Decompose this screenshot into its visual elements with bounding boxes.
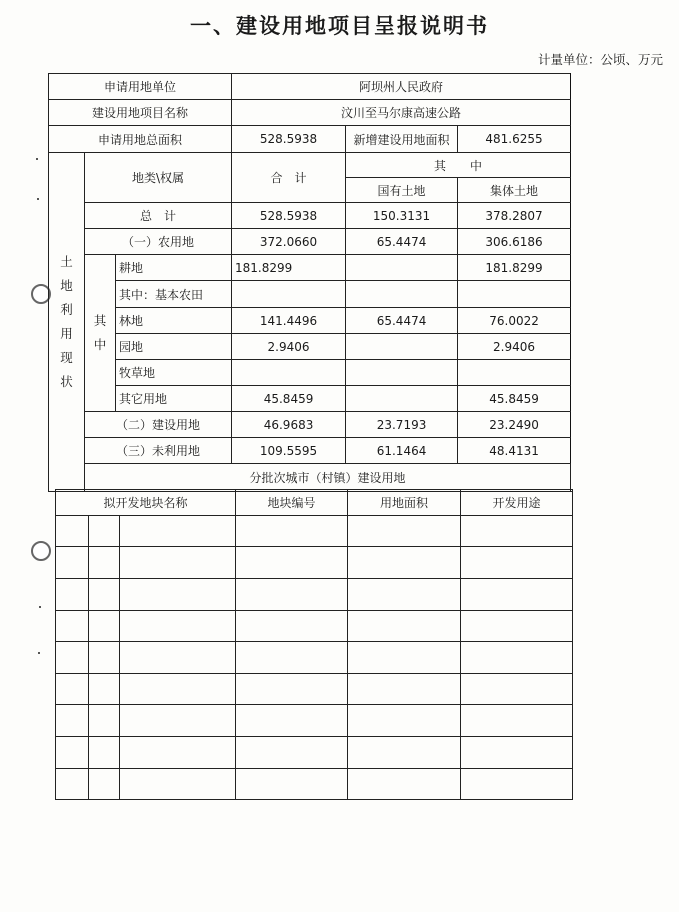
land-summary-table xyxy=(48,73,571,492)
table-row xyxy=(49,360,571,386)
empty-cell xyxy=(236,705,348,737)
row-label: 牧草地 xyxy=(116,360,232,386)
state-cell xyxy=(346,255,458,281)
empty-cell xyxy=(56,642,89,674)
row-label: 总 计 xyxy=(85,203,232,229)
empty-cell xyxy=(120,579,236,611)
row-label: 林地 xyxy=(116,308,232,334)
batch-section-title: 分批次城市（村镇）建设用地 xyxy=(85,464,571,492)
state-header: 国有土地 xyxy=(346,178,458,203)
empty-cell xyxy=(348,516,461,547)
collective-cell: 23.2490 xyxy=(458,412,571,438)
empty-cell xyxy=(89,737,120,769)
row-label: （二）建设用地 xyxy=(85,412,232,438)
collective-cell: 2.9406 xyxy=(458,334,571,360)
scan-speck xyxy=(39,606,41,608)
table-row xyxy=(56,516,573,547)
table-row xyxy=(56,611,573,642)
sub-label-text: 其中 xyxy=(93,313,107,352)
empty-cell xyxy=(89,642,120,674)
state-cell: 61.1464 xyxy=(346,438,458,464)
empty-cell xyxy=(89,769,120,800)
table-row xyxy=(49,386,571,412)
sum-cell: 528.5938 xyxy=(232,203,346,229)
state-cell xyxy=(346,360,458,386)
empty-cell xyxy=(120,642,236,674)
collective-header: 集体土地 xyxy=(458,178,571,203)
row-label: （三）未利用地 xyxy=(85,438,232,464)
sum-cell: 45.8459 xyxy=(232,386,346,412)
applicant-label: 申请用地单位 xyxy=(49,74,232,100)
col-name-header: 拟开发地块名称 xyxy=(56,490,236,516)
state-cell: 65.4474 xyxy=(346,229,458,255)
project-label: 建设用地项目名称 xyxy=(49,100,232,126)
empty-cell xyxy=(56,674,89,705)
empty-cell xyxy=(120,674,236,705)
state-cell xyxy=(346,386,458,412)
empty-cell xyxy=(120,769,236,800)
table-row xyxy=(49,100,571,126)
new-area-value: 481.6255 xyxy=(458,126,571,153)
sum-cell: 109.5595 xyxy=(232,438,346,464)
col-use-header: 开发用途 xyxy=(461,490,573,516)
sum-cell: 141.4496 xyxy=(232,308,346,334)
empty-cell xyxy=(461,516,573,547)
empty-cell xyxy=(348,642,461,674)
col-area-header: 用地面积 xyxy=(348,490,461,516)
empty-cell xyxy=(56,547,89,579)
collective-cell: 48.4131 xyxy=(458,438,571,464)
empty-cell xyxy=(56,769,89,800)
empty-cell xyxy=(56,737,89,769)
table-row xyxy=(49,464,571,492)
empty-cell xyxy=(120,516,236,547)
empty-cell xyxy=(236,516,348,547)
state-cell xyxy=(346,281,458,308)
of-which-header: 其 中 xyxy=(346,153,571,178)
total-area-label: 申请用地总面积 xyxy=(49,126,232,153)
table-row xyxy=(49,308,571,334)
total-area-value: 528.5938 xyxy=(232,126,346,153)
scan-speck xyxy=(36,158,38,160)
empty-cell xyxy=(348,611,461,642)
empty-cell xyxy=(89,516,120,547)
table-row xyxy=(49,229,571,255)
table-row xyxy=(49,74,571,100)
empty-cell xyxy=(461,769,573,800)
table-row xyxy=(49,334,571,360)
state-cell: 23.7193 xyxy=(346,412,458,438)
state-cell: 150.3131 xyxy=(346,203,458,229)
empty-cell xyxy=(120,547,236,579)
table-row xyxy=(56,769,573,800)
state-cell: 65.4474 xyxy=(346,308,458,334)
collective-cell: 76.0022 xyxy=(458,308,571,334)
state-cell xyxy=(346,334,458,360)
sum-cell: 372.0660 xyxy=(232,229,346,255)
empty-cell xyxy=(461,705,573,737)
type-header: 地类\权属 xyxy=(85,153,232,203)
collective-cell: 181.8299 xyxy=(458,255,571,281)
land-use-side-label xyxy=(49,153,85,492)
empty-cell xyxy=(89,611,120,642)
table-row xyxy=(56,674,573,705)
sum-cell xyxy=(232,360,346,386)
collective-cell: 378.2807 xyxy=(458,203,571,229)
empty-cell xyxy=(461,642,573,674)
sum-cell: 181.8299 xyxy=(232,255,346,281)
sub-label xyxy=(85,255,116,412)
empty-cell xyxy=(236,674,348,705)
empty-cell xyxy=(89,705,120,737)
sum-cell: 46.9683 xyxy=(232,412,346,438)
table-row xyxy=(49,438,571,464)
table-row xyxy=(56,737,573,769)
sum-cell xyxy=(232,281,346,308)
table-row xyxy=(56,579,573,611)
land-use-side-label-text: 土地利用现状 xyxy=(60,254,73,389)
empty-cell xyxy=(89,547,120,579)
row-label: 其中：基本农田 xyxy=(116,281,232,308)
sum-cell: 2.9406 xyxy=(232,334,346,360)
collective-cell xyxy=(458,281,571,308)
empty-cell xyxy=(236,579,348,611)
empty-cell xyxy=(89,674,120,705)
empty-cell xyxy=(120,705,236,737)
table-row xyxy=(56,547,573,579)
table-row xyxy=(56,642,573,674)
batch-land-table xyxy=(55,489,573,800)
empty-cell xyxy=(120,737,236,769)
row-label: 园地 xyxy=(116,334,232,360)
table-row xyxy=(49,203,571,229)
table-row xyxy=(49,126,571,153)
empty-cell xyxy=(236,547,348,579)
empty-cell xyxy=(236,769,348,800)
row-label: （一）农用地 xyxy=(85,229,232,255)
applicant-value: 阿坝州人民政府 xyxy=(232,74,571,100)
row-label: 其它用地 xyxy=(116,386,232,412)
table-row xyxy=(49,153,571,178)
empty-cell xyxy=(348,674,461,705)
table-row xyxy=(49,412,571,438)
empty-cell xyxy=(461,579,573,611)
empty-cell xyxy=(348,579,461,611)
empty-cell xyxy=(120,611,236,642)
empty-cell xyxy=(461,737,573,769)
scan-speck xyxy=(38,652,40,654)
empty-cell xyxy=(348,769,461,800)
collective-cell: 306.6186 xyxy=(458,229,571,255)
table-row xyxy=(56,705,573,737)
empty-cell xyxy=(56,516,89,547)
empty-cell xyxy=(236,611,348,642)
new-area-label: 新增建设用地面积 xyxy=(346,126,458,153)
sum-header: 合 计 xyxy=(232,153,346,203)
empty-cell xyxy=(348,737,461,769)
empty-cell xyxy=(89,579,120,611)
unit-note: 计量单位：公顷、万元 xyxy=(537,52,663,67)
empty-cell xyxy=(56,611,89,642)
empty-cell xyxy=(236,737,348,769)
empty-cell xyxy=(348,547,461,579)
empty-cell xyxy=(56,705,89,737)
table-row xyxy=(49,255,571,281)
document-title: 一、建设用地项目呈报说明书 xyxy=(190,14,489,38)
collective-cell xyxy=(458,360,571,386)
empty-cell xyxy=(461,611,573,642)
collective-cell: 45.8459 xyxy=(458,386,571,412)
project-value: 汶川至马尔康高速公路 xyxy=(232,100,571,126)
empty-cell xyxy=(461,674,573,705)
table-row xyxy=(56,490,573,516)
empty-cell xyxy=(348,705,461,737)
table-row xyxy=(49,281,571,308)
binder-hole xyxy=(31,541,51,561)
empty-cell xyxy=(461,547,573,579)
row-label: 耕地 xyxy=(116,255,232,281)
empty-cell xyxy=(56,579,89,611)
scan-speck xyxy=(37,198,39,200)
empty-cell xyxy=(236,642,348,674)
col-code-header: 地块编号 xyxy=(236,490,348,516)
